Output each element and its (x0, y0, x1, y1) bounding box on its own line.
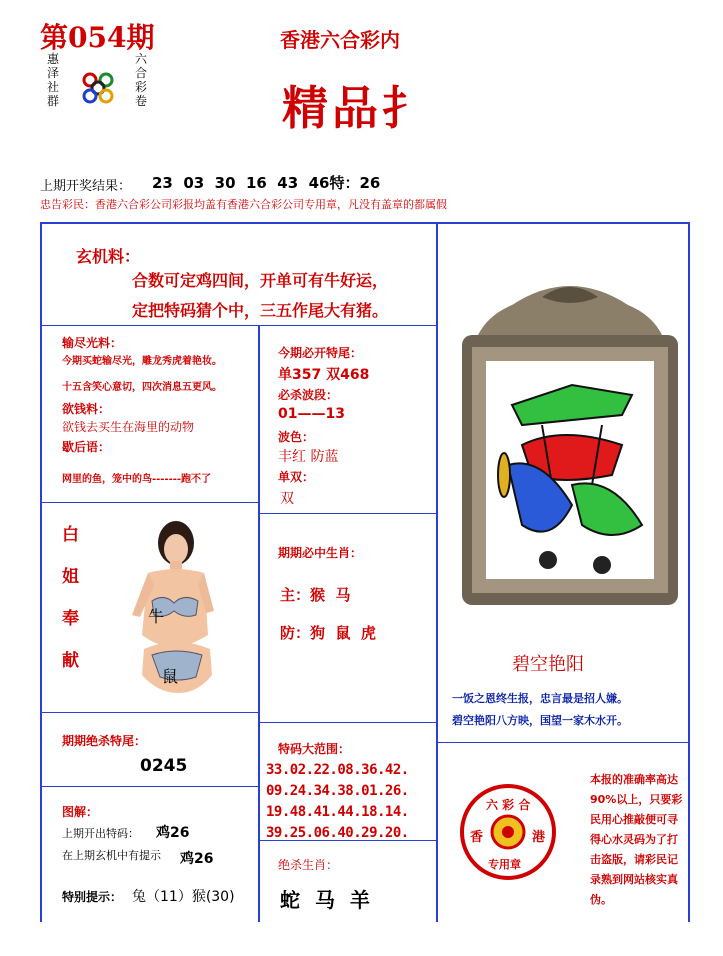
tema-row: 09.24.34.38.01.26. (266, 783, 409, 799)
juesha-value: 0245 (140, 756, 188, 776)
accuracy-notice: 本报的准确率高达90%以上，只要彩民用心推敲便可寻得心水灵码为了打击盗版，请彩民记录熟到网站核实真伪。 (590, 773, 683, 906)
zhongsheng-title: 期期必中生肖： (278, 546, 363, 560)
picture-caption: 碧空艳阳 (512, 654, 584, 675)
seal-left-text: 香 (470, 830, 484, 845)
baijie-char: 姐 (62, 567, 79, 587)
publisher-left-char: 群 (46, 94, 59, 108)
publisher-left-char: 社 (46, 80, 59, 94)
zhongsheng-fang: 防：狗 鼠 虎 (280, 624, 376, 642)
bixuan-color-value: 丰红 防蓝 (278, 449, 339, 465)
publisher-left-column (44, 52, 62, 108)
grid-center-split (436, 222, 438, 922)
tema-title: 特码大范围： (278, 742, 351, 756)
seal-right-text: 港 (532, 830, 546, 845)
baijie-char: 白 (62, 525, 79, 545)
tema-row: 19.48.41.44.18.14. (266, 804, 409, 820)
xuanji-line1: 合数可定鸡四间，开单可有牛好运， (132, 271, 389, 290)
xiehouyu-text: 网里的鱼，笼中的鸟-------跑不了 (62, 474, 212, 485)
grid-h-zhongsheng (258, 722, 438, 723)
yuqian-title: 欲钱料： (62, 402, 111, 416)
grid-h-xuanji (40, 325, 438, 326)
publisher-right-char: 彩 (134, 80, 147, 94)
xuanji-line2: 定把特码猜个中，三五作尾大有猪。 (132, 301, 389, 320)
publisher-right-char: 卷 (134, 94, 147, 108)
seal-bottom-text: 专用章 (488, 858, 521, 871)
tujie-special-label: 特别提示： (62, 890, 123, 904)
grid-h-picture (436, 742, 690, 743)
shasheng-value: 蛇 马 羊 (280, 888, 374, 912)
xiehouyu-title: 歇后语： (62, 440, 111, 454)
juesha-title: 期期绝杀特尾： (62, 734, 147, 748)
grid-mid-split (258, 325, 260, 922)
tujie-line2-value: 鸡26 (180, 851, 214, 867)
tujie-title: 图解： (62, 805, 99, 819)
seal-top-text: 六 彩 合 (486, 798, 531, 812)
publisher-left-char: 泽 (46, 66, 59, 80)
publisher-right-char: 六 (134, 52, 147, 66)
bixuan-wave-title: 必杀波段： (278, 388, 339, 402)
bixuan-oddeven-value: 双 (280, 491, 294, 507)
issue-number: 第054期 (40, 21, 155, 54)
baijie-char: 献 (62, 651, 79, 671)
tujie-special-value: 兔（11）猴(30) (132, 889, 235, 905)
grid-top (40, 222, 690, 224)
tema-row: 39.25.06.40.29.20. (266, 825, 409, 841)
publisher-left-char: 惠 (46, 52, 59, 66)
picture-poem-2: 碧空艳阳八方映，国望一家木水开。 (452, 714, 628, 727)
ornate-frame-picture (452, 275, 688, 610)
grid-left (40, 222, 42, 922)
shuchang-text2: 十五含笑心意切，四次消息五更风。 (62, 382, 222, 393)
bixuan-title: 今期必开特尾： (278, 346, 363, 360)
zhongsheng-main: 主：猴 马 (280, 586, 351, 604)
lottery-logo-icon (78, 68, 118, 108)
xuanji-title: 玄机料： (76, 247, 141, 266)
tema-number-grid (266, 762, 436, 846)
tema-row: 33.02.22.08.36.42. (266, 762, 409, 778)
tujie-line1-label: 上期开出特码： (62, 827, 139, 840)
notice-text: 忠告彩民：香港六合彩公司彩报均盖有香港六合彩公司专用章，凡没有盖章的都属假 (40, 198, 447, 211)
grid-right (688, 222, 690, 922)
bixuan-wave-value: 01——13 (278, 406, 345, 422)
baijie-char: 奉 (62, 609, 79, 629)
publisher-right-column (132, 52, 150, 108)
grid-h-juesha (40, 786, 260, 787)
tujie-line1-value: 鸡26 (156, 825, 190, 841)
bixuan-oddeven-title: 单双： (278, 470, 315, 484)
bixuan-color-title: 波色： (278, 430, 315, 444)
shuchang-text1: 今期买蛇输尽光，雕龙秀虎着艳妆。 (62, 356, 222, 367)
picture-poem-1: 一饭之恩终生报，忠言最是招人嫌。 (452, 692, 628, 705)
shasheng-title: 绝杀生肖： (278, 858, 339, 872)
title-top: 香港六合彩内 (280, 28, 400, 52)
shuchang-title: 输尽光料： (62, 336, 123, 350)
title-main: 精品扌 (282, 81, 432, 135)
grid-h-bixuan (258, 513, 438, 514)
results-label: 上期开奖结果： (40, 179, 132, 194)
bixuan-value: 单357 双468 (278, 367, 370, 383)
baijie-overlay-2: 鼠 (162, 667, 179, 686)
grid-h-shuchang (40, 502, 260, 503)
tujie-line2-label: 在上期玄机中有提示 (62, 849, 161, 862)
publisher-right-char: 合 (134, 66, 147, 80)
grid-h-baijie (40, 712, 260, 713)
baijie-overlay-1: 牛 (148, 607, 165, 626)
yuqian-text: 欲钱去买生在海里的动物 (62, 420, 195, 434)
results-numbers: 23 03 30 16 43 46特：26 (152, 174, 381, 192)
